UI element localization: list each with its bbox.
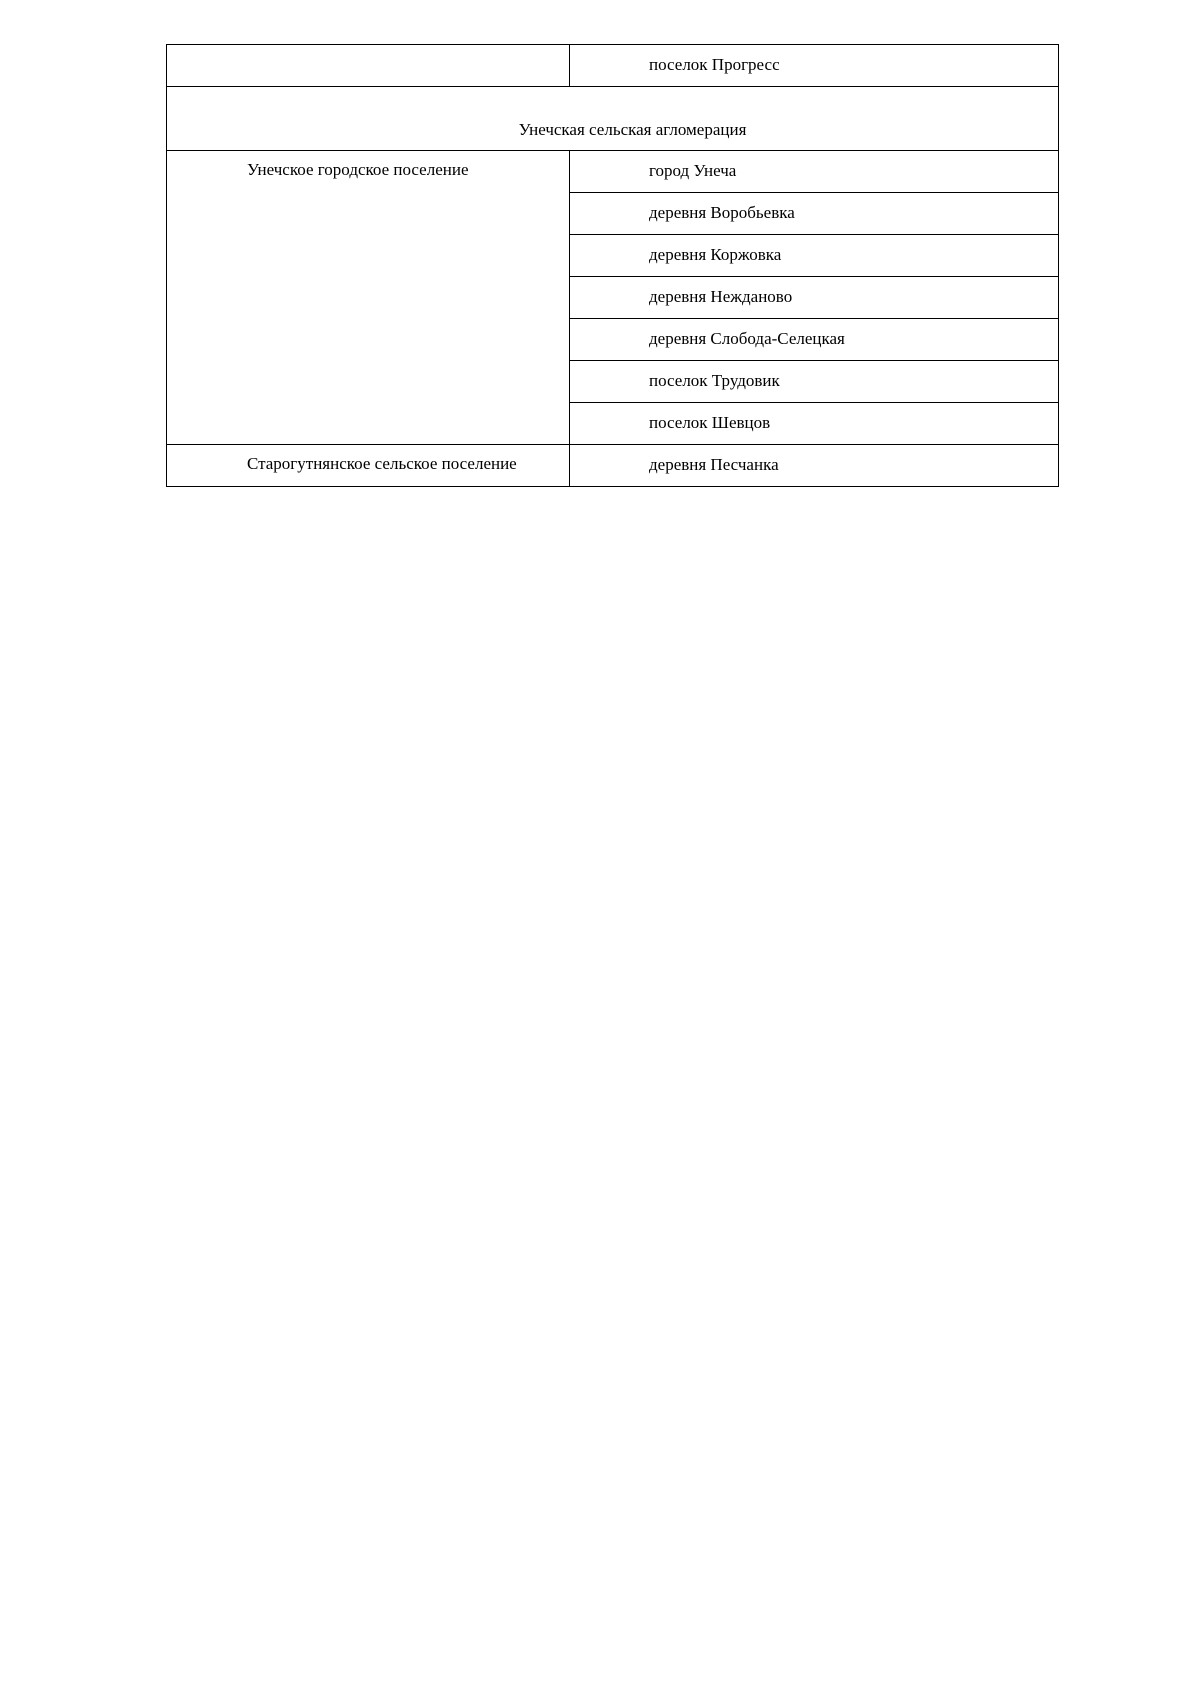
municipality-name: Унечское городское поселение bbox=[247, 160, 469, 179]
settlement-name: деревня Нежданово bbox=[649, 287, 793, 306]
settlement-name: деревня Коржовка bbox=[649, 245, 782, 264]
table-cell bbox=[570, 445, 1059, 487]
settlement-name: деревня Воробьевка bbox=[649, 203, 795, 222]
table-cell bbox=[570, 45, 1059, 87]
table-cell bbox=[570, 361, 1059, 403]
table-row bbox=[167, 445, 1059, 487]
settlement-name: поселок Прогресс bbox=[649, 55, 780, 74]
settlement-name: поселок Шевцов bbox=[649, 413, 771, 432]
table-cell bbox=[570, 235, 1059, 277]
agglomeration-heading-cell bbox=[167, 87, 1059, 151]
table-row bbox=[167, 45, 1059, 87]
settlement-name: поселок Трудовик bbox=[649, 371, 780, 390]
table-cell bbox=[570, 319, 1059, 361]
municipality-name: Старогутнянское сельское поселение bbox=[247, 454, 517, 473]
municipality-cell bbox=[167, 151, 570, 445]
table-cell bbox=[570, 277, 1059, 319]
table-cell bbox=[570, 151, 1059, 193]
agglomeration-heading: Унечская сельская агломерация bbox=[518, 120, 747, 139]
table-row bbox=[167, 87, 1059, 151]
settlement-name: деревня Слобода-Селецкая bbox=[649, 329, 845, 348]
table-cell-empty bbox=[167, 45, 570, 87]
settlement-name: деревня Песчанка bbox=[649, 455, 779, 474]
municipality-cell bbox=[167, 445, 570, 487]
table-cell bbox=[570, 193, 1059, 235]
table-cell bbox=[570, 403, 1059, 445]
settlements-table bbox=[166, 44, 1059, 487]
table-row bbox=[167, 151, 1059, 193]
settlement-name: город Унеча bbox=[649, 161, 737, 180]
